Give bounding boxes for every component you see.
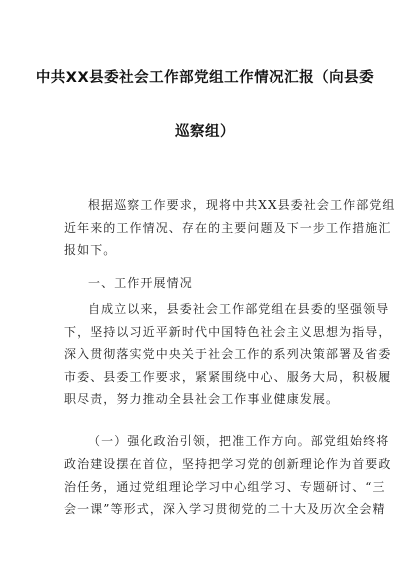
- subsection1-line-4: 会一课”等形式，深入学习贯彻党的二十大及历次全会精: [64, 502, 386, 516]
- document-title-line-2: 巡察组）: [175, 124, 235, 140]
- section1-line-5: 职尽责，努力推动全县社会工作事业健康发展。: [64, 392, 340, 406]
- intro-line-1: 根据巡察工作要求，现将中共XX县委社会工作部党组: [88, 198, 396, 212]
- document-title-line-1: 中共XX县委社会工作部党组工作情况汇报（向县委: [35, 70, 375, 86]
- intro-line-3: 报如下。: [64, 243, 117, 257]
- subsection1-line-2: 政治建设摆在首位，坚持把学习党的创新理论作为首要政: [64, 457, 392, 471]
- subsection1-line-1: （一）强化政治引领，把准工作方向。部党组始终将: [88, 434, 390, 448]
- section1-line-4: 市委、县委工作要求，紧紧围绕中心、服务大局，积极履: [64, 370, 392, 384]
- section1-line-3: 深入贯彻落实党中央关于社会工作的系列决策部署及省委: [64, 347, 392, 361]
- subsection1-line-3: 治任务，通过党组理论学习中心组学习、专题研讨、“三: [64, 480, 386, 494]
- section-heading-1: 一、工作开展情况: [88, 276, 193, 290]
- section1-line-2: 下，坚持以习近平新时代中国特色社会主义思想为指导，: [64, 325, 392, 339]
- section1-line-1: 自成立以来，县委社会工作部党组在县委的坚强领导: [88, 302, 390, 316]
- intro-line-2: 近年来的工作情况、存在的主要问题及下一步工作措施汇: [64, 221, 392, 235]
